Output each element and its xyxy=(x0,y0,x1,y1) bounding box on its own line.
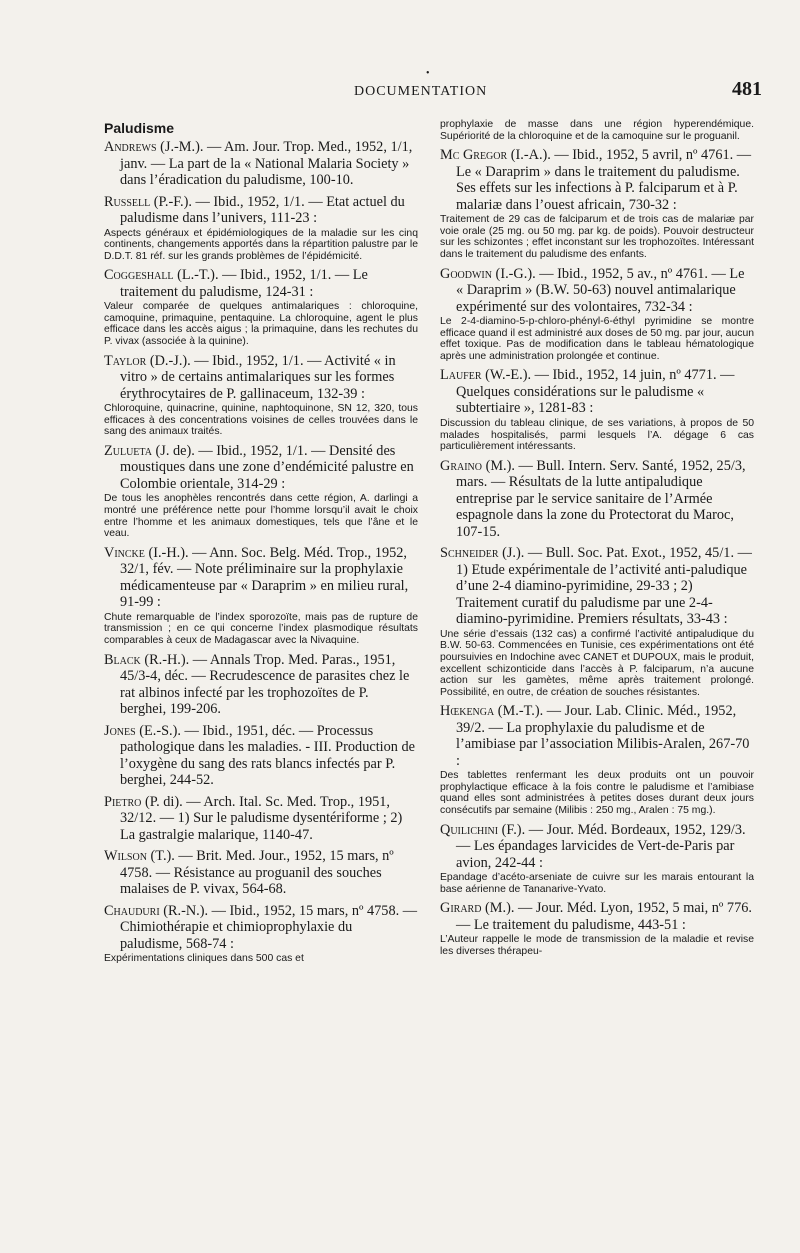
bibliography-entry xyxy=(104,903,418,965)
entry-summary: De tous les anophèles rencontrés dans cette région, A. darlingi a montré une préférence nette pour l’homme lorsqu’il avait le choix entre l’homme et les animaux domestiques, tels que l’âne et le veau. xyxy=(104,493,418,540)
entry-author: Wilson xyxy=(104,848,147,865)
entry-reference xyxy=(440,367,754,417)
entry-reference xyxy=(104,443,418,493)
entry-reference xyxy=(440,458,754,541)
bibliography-entry xyxy=(440,119,754,142)
entry-author: Pietro xyxy=(104,793,142,810)
bibliography-entry xyxy=(440,703,754,816)
entry-summary: Une série d’essais (132 cas) a confirmé l’activité antipaludique du B.W. 50-63. Commencées en Tunisie, ces expérimentations ont été poursuivies en Indochine avec CANET et DUPOUX, mais le produit, excellent schizonticide dans l’accès à P. falciparum, n’a aucune action sur les gamètes, même après traitement prolongé. Possibilité, en outre, de création de souches résistantes. xyxy=(440,628,754,698)
bibliography-entry xyxy=(104,545,418,647)
entry-reference xyxy=(104,545,418,611)
entry-reference xyxy=(104,353,418,403)
bibliography-entry xyxy=(440,822,754,896)
bibliography-entry xyxy=(104,652,418,718)
entry-summary: Le 2-4-diamino-5-p-chloro-phényl-6-éthyl pyrimidine se montre efficace quand il est administré aux doses de 50 mg. par jour, aucun effet toxique. Pas de modification dans le tableau hématologique après une administration prolongée et continue. xyxy=(440,316,754,362)
entry-author: Jones xyxy=(104,722,136,739)
bibliography-entry xyxy=(104,139,418,189)
page-number: 481 xyxy=(732,78,762,100)
entry-author: Andrews xyxy=(104,139,157,155)
entry-citation: (W.-E.). — Ibid., 1952, 14 juin, nº 4771. — Quelques considérations sur le paludisme « subtertiaire », 1281-83 : xyxy=(456,367,735,417)
section-title: Paludisme xyxy=(104,120,175,136)
entry-citation: (J.-M.). — Am. Jour. Trop. Med., 1952, 1/1, janv. — La part de la « National Malaria Society » dans l’éradication du paludisme, 100-10. xyxy=(120,139,413,188)
entry-author: Hœkenga xyxy=(440,703,495,720)
entry-reference xyxy=(440,900,754,933)
entry-author: Quilichini xyxy=(440,821,499,838)
bibliography-entry xyxy=(440,266,754,363)
bibliography-entry xyxy=(104,848,418,898)
header-bullet: • xyxy=(426,68,430,79)
entry-citation: (I.-H.). — Ann. Soc. Belg. Méd. Trop., 1952, 32/1, fév. — Note préliminaire sur la prophylaxie médicamenteuse par « Daraprim » en milieu rural, 91-99 : xyxy=(120,544,409,611)
entry-author: Laufer xyxy=(440,367,482,384)
entry-summary: Traitement de 29 cas de falciparum et de trois cas de malariæ par voie orale (25 mg. ou 50 mg. par kg. de poids). Pouvoir destructeur sur les schizontes ; effet inconstant sur les trophozoïtes. Intéressant dans le traitement du paludisme des enfants. xyxy=(440,214,754,260)
text-columns xyxy=(104,118,770,970)
entry-reference xyxy=(104,848,418,898)
entry-citation: (J. de). — Ibid., 1952, 1/1. — Densité des moustiques dans une zone d’endémicité palustre en Colombie orientale, 314-29 : xyxy=(120,442,414,492)
entry-summary: L’Auteur rappelle le mode de transmission de la maladie et revise les diverses thérapeu- xyxy=(440,934,754,957)
entry-reference xyxy=(440,266,754,316)
entry-reference xyxy=(104,723,418,789)
entry-reference xyxy=(104,267,418,300)
entry-reference xyxy=(104,139,418,189)
entry-author: Russell xyxy=(104,193,151,210)
entry-reference xyxy=(104,903,418,953)
entry-reference xyxy=(104,794,418,844)
bibliography-entry xyxy=(104,194,418,263)
entry-citation: (E.-S.). — Ibid., 1951, déc. — Processus pathologique dans les maladies. - III. Production de l’oxygène du sang des rats blancs infectés par P. berghei, 244-52. xyxy=(120,722,415,789)
page-header xyxy=(104,68,770,104)
bibliography-entry xyxy=(440,900,754,957)
entry-citation: (J.). — Bull. Soc. Pat. Exot., 1952, 45/1. — 1) Etude expérimentale de l’activité anti-paludique d’une 2-4 diamino-pyrimidine, 29-33 ; 2) Traitement curatif du paludisme par une 2-4-diamino-pyrimidine. Premiers résultats, 33-43 : xyxy=(456,545,752,628)
entry-citation: (T.). — Brit. Med. Jour., 1952, 15 mars, nº 4758. — Résistance au proguanil des souches malaises de P. vivax, 564-68. xyxy=(120,848,394,898)
entry-author: Graino xyxy=(440,457,482,474)
entry-author: Goodwin xyxy=(440,265,492,282)
entry-reference xyxy=(440,703,754,769)
entry-author: Coggeshall xyxy=(104,267,174,284)
bibliography-entry xyxy=(440,147,754,260)
entry-summary: Chloroquine, quinacrine, quinine, naphtoquinone, SN 12, 320, tous efficaces à des concentrations voisines de celles trouvées dans le sang des animaux traités. xyxy=(104,403,418,438)
entry-summary: Des tablettes renfermant les deux produits ont un pouvoir prophylactique efficace à la fois contre le paludisme et l’amibiase quand elles sont administrées à petites doses durant deux jours consécutifs par semaine (Milibis : 250 mg., Aralen : 75 mg.). xyxy=(440,770,754,817)
entry-citation: (I.-G.). — Ibid., 1952, 5 av., nº 4761. — Le « Daraprim » (B.W. 50-63) nouvel antimalarique expérimenté sur des volontaires, 732-34 : xyxy=(456,265,745,315)
entry-citation: (M.). — Bull. Intern. Serv. Santé, 1952, 25/3, mars. — Résultats de la lutte antipaludique entreprise par le service sanitaire de l’Armée espagnole dans la zone du Protectorat du Maroc, 107-15. xyxy=(456,457,746,540)
entry-author: Vincke xyxy=(104,544,145,561)
entry-summary: Aspects généraux et épidémiologiques de la maladie sur les cinq continents, changements apportés dans la répartition palustre par le D.D.T. 81 réf. sur les grands problèmes de l’épidémicité. xyxy=(104,227,418,262)
entry-citation: (M.-T.). — Jour. Lab. Clinic. Méd., 1952, 39/2. — La prophylaxie du paludisme et de l’amibiase par l’association Milibis-Aralen, 267-70 : xyxy=(456,703,750,769)
bibliography-entry xyxy=(440,458,754,541)
entry-summary: prophylaxie de masse dans une région hyperendémique. Supériorité de la chloroquine et de la camoquine sur le proguanil. xyxy=(440,119,754,142)
entry-summary: Valeur comparée de quelques antimalariques : chloroquine, camoquine, primaquine, pentaquine. La chloroquine, agent le plus efficace dans les accès aigus ; la primaquine, dans les rechutes du P. vivax (associée à la quinine). xyxy=(104,301,418,348)
bibliography-entry xyxy=(440,545,754,698)
entry-author: Girard xyxy=(440,900,482,917)
entry-author: Chauduri xyxy=(104,902,160,919)
bibliography-entry xyxy=(104,353,418,438)
entry-citation: (L.-T.). — Ibid., 1952, 1/1. — Le traitement du paludisme, 124-31 : xyxy=(120,267,368,300)
entry-reference xyxy=(440,822,754,872)
entry-citation: (R.-H.). — Annals Trop. Med. Paras., 1951, 45/3-4, déc. — Recrudescence de parasites chez le rat albinos infecté par les trophozoïtes de P. berghei, 199-206. xyxy=(120,651,410,718)
running-head: DOCUMENTATION xyxy=(354,84,488,99)
right-column xyxy=(440,118,754,970)
bibliography-entry xyxy=(104,443,418,540)
left-column xyxy=(104,118,418,970)
entry-reference xyxy=(440,147,754,213)
entry-citation: (D.-J.). — Ibid., 1952, 1/1. — Activité « in vitro » de certains antimalariques sur les formes érythrocytaires de P. gallinaceum, 132-39 : xyxy=(120,352,396,402)
entry-summary: Chute remarquable de l’index sporozoïte, mais pas de rupture de transmission ; en ce qui concerne l’index plasmodique résultats comparables à ceux de Madagascar avec la Nivaquine. xyxy=(104,611,418,646)
entry-reference xyxy=(104,194,418,227)
bibliography-entry xyxy=(104,794,418,844)
entry-summary: Epandage d’acéto-arseniate de cuivre sur les marais entourant la base aérienne de Tananarive-Yvato. xyxy=(440,872,754,895)
entry-summary: Discussion du tableau clinique, de ses variations, à propos de 50 malades hospitalisés, parmi lesquels l’A. dégage 6 cas particulièrement intéressants. xyxy=(440,417,754,453)
entry-author: Mc Gregor xyxy=(440,147,508,164)
entry-citation: (P.-F.). — Ibid., 1952, 1/1. — Etat actuel du paludisme dans l’univers, 111-23 : xyxy=(120,193,405,226)
bibliography-entry xyxy=(104,267,418,347)
entry-reference xyxy=(104,652,418,718)
bibliography-entry xyxy=(104,723,418,789)
entry-citation: (F.). — Jour. Méd. Bordeaux, 1952, 129/3. — Les épandages larvicides de Vert-de-Paris par avion, 242-44 : xyxy=(456,821,746,871)
entry-author: Black xyxy=(104,651,141,668)
entry-citation: (P. di). — Arch. Ital. Sc. Med. Trop., 1951, 32/12. — 1) Sur le paludisme dysentériforme ; 2) La gastralgie malarique, 1140-47. xyxy=(120,793,403,843)
bibliography-entry xyxy=(440,367,754,452)
entry-citation: (R.-N.). — Ibid., 1952, 15 mars, nº 4758. — Chimiothérapie et chimioprophylaxie du paludisme, 568-74 : xyxy=(120,902,418,952)
entry-author: Zulueta xyxy=(104,442,152,459)
entry-author: Taylor xyxy=(104,352,147,369)
entry-author: Schneider xyxy=(440,545,499,562)
entry-reference xyxy=(440,545,754,628)
entry-summary: Expérimentations cliniques dans 500 cas et xyxy=(104,953,304,965)
entry-citation: (M.). — Jour. Méd. Lyon, 1952, 5 mai, nº 776. — Le traitement du paludisme, 443-51 : xyxy=(456,900,752,933)
entry-citation: (I.-A.). — Ibid., 1952, 5 avril, nº 4761. — Le « Daraprim » dans le traitement du paludisme. Ses effets sur les infections à P. falciparum et à P. malariæ dans l’ouest africain, 730-32 : xyxy=(456,147,752,213)
